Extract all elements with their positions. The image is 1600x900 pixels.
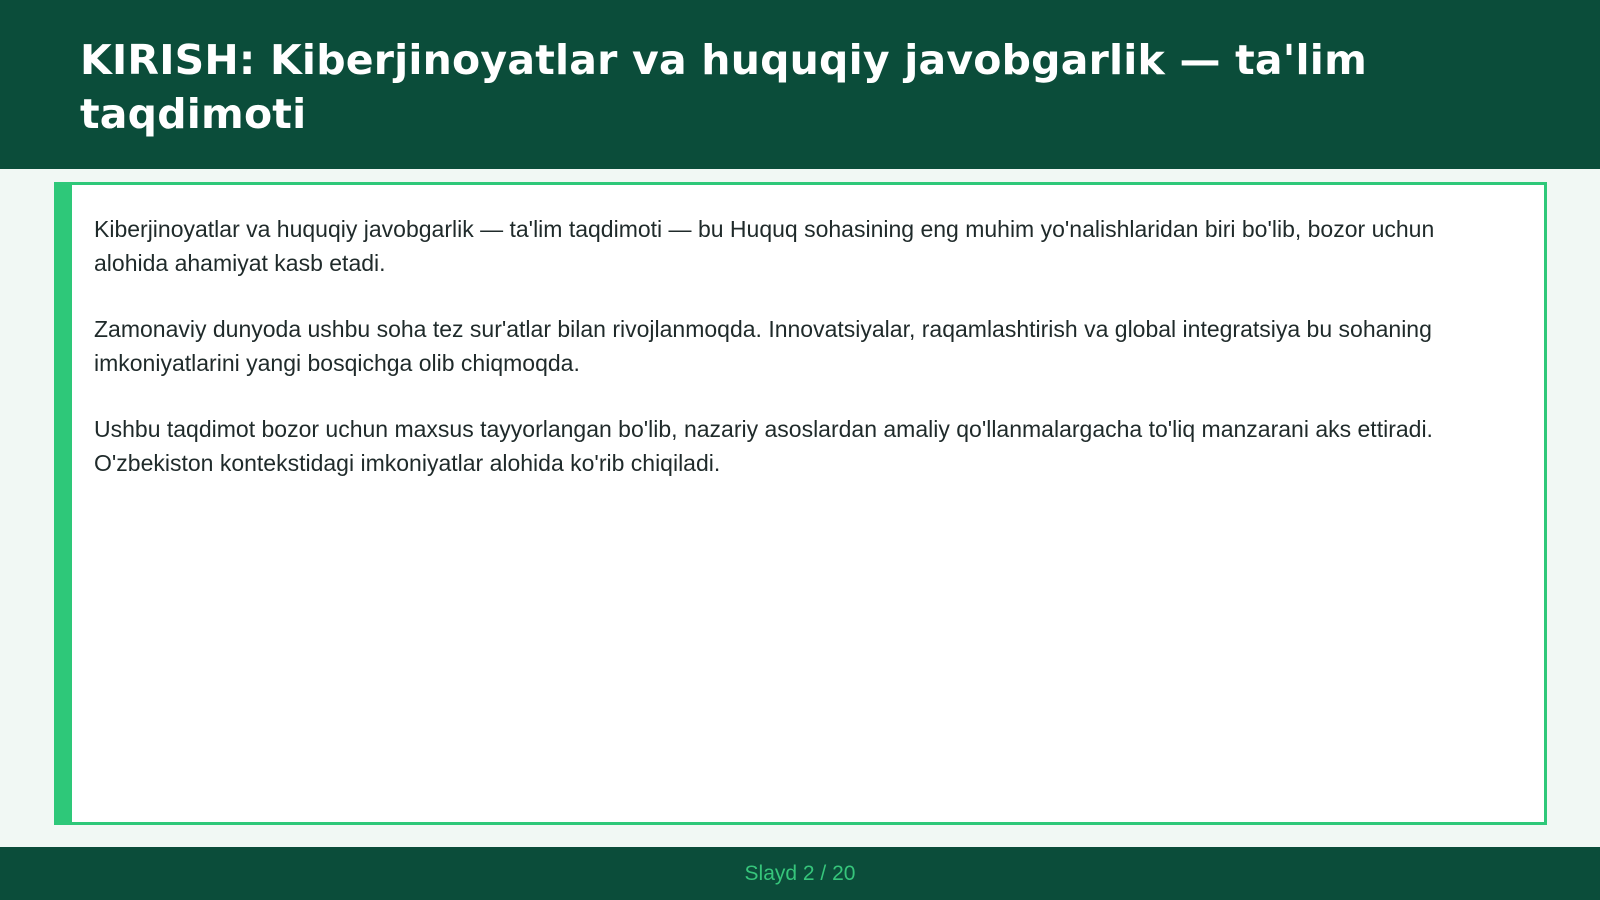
- content-paragraph: Kiberjinoyatlar va huquqiy javobgarlik — ta'lim taqdimoti — bu Huquq sohasining eng muhim yo'nalishlaridan biri bo'lib, bozor uchun alohida ahamiyat kasb etadi.: [94, 216, 1435, 276]
- content-body: [94, 212, 1514, 512]
- slide-title: KIRISH: Kiberjinoyatlar va huquqiy javobgarlik — ta'lim taqdimoti: [80, 36, 1367, 138]
- content-paragraph: Zamonaviy dunyoda ushbu soha tez sur'atlar bilan rivojlanmoqda. Innovatsiyalar, raqamlashtirish va global integratsiya bu sohaning imkoniyatlarini yangi bosqichga olib chiqmoqda.: [94, 316, 1432, 376]
- slide-header: [0, 0, 1600, 169]
- slide-counter: Slayd 2 / 20: [744, 861, 856, 885]
- content-paragraph: Ushbu taqdimot bozor uchun maxsus tayyorlangan bo'lib, nazariy asoslardan amaliy qo'llanmalargacha to'liq manzarani aks ettiradi. O'zbekiston kontekstidagi imkoniyatlar alohida ko'rib chiqiladi.: [94, 416, 1433, 476]
- slide-footer: [0, 847, 1600, 900]
